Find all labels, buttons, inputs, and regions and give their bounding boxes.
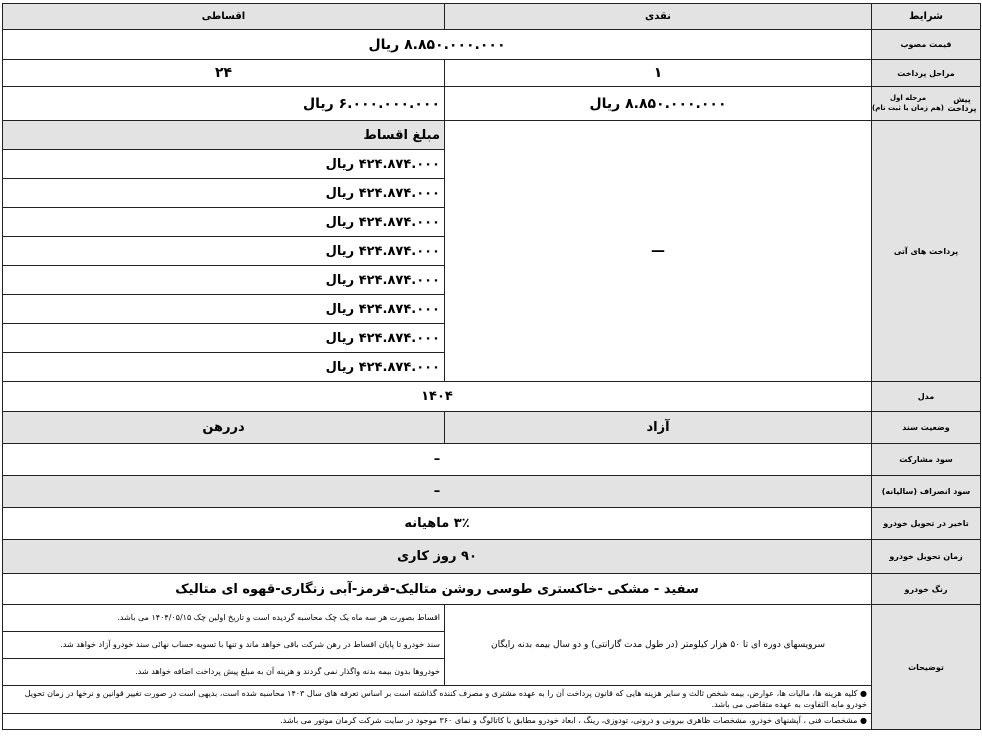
approved-price-label: قیمت مصوب <box>872 30 981 60</box>
installment-amount: ۴۲۴.۸۷۴.۰۰۰ ریال <box>3 208 445 237</box>
car-color-row <box>3 574 981 605</box>
participation-profit-row <box>3 444 981 476</box>
notes-label: توضیحات <box>872 605 981 730</box>
header-row <box>3 4 981 30</box>
general-note-row <box>3 714 981 730</box>
document-status-installment: دررهن <box>3 412 445 444</box>
payment-stages-row <box>3 60 981 87</box>
model-value: ۱۴۰۴ <box>3 382 872 412</box>
installment-amount: ۴۲۴.۸۷۴.۰۰۰ ریال <box>3 324 445 353</box>
prepayment-row <box>3 87 981 121</box>
delivery-time-value: ۹۰ روز کاری <box>3 540 872 574</box>
model-row <box>3 382 981 412</box>
general-note: ● کلیه هزینه ها، مالیات ها، عوارض، بیمه شخص ثالث و سایر هزینه هایی که قانون پرداخت آن را به عهده مشتری و مصرف کننده گذاشته است بر اساس تعرفه های سال ۱۴۰۳ محاسبه شده است، بدیهی است در صورت تغییر قوانین و نرخها در زمان تحویل خودرو مابه التفاوت به عهده متقاضی می باشد. <box>3 686 872 714</box>
future-payments-label: پرداخت های آتی <box>872 121 981 382</box>
header-cash: نقدی <box>445 4 872 30</box>
car-color-value: سفید - مشکی -خاکستری طوسی روشن متالیک-قرمز-آبی زنگاری-قهوه ای متالیک <box>3 574 872 605</box>
cancellation-profit-row <box>3 476 981 508</box>
header-installment: اقساطی <box>3 4 445 30</box>
installment-note: سند خودرو تا پایان اقساط در رهن شرکت باقی خواهد ماند و تنها با تسویه حساب نهائی سند خودرو آزاد خواهد شد. <box>3 632 445 659</box>
prepayment-stage-note: (هم زمان با ثبت نام) <box>872 103 944 112</box>
general-note: ● مشخصات فنی ، آپشنهای خودرو، مشخصات ظاهری بیرونی و درونی، تودوزی، رینگ ، ابعاد خودرو مطابق با کاتالوگ و نمای ۳۶۰ موجود در سایت شرکت کرمان موتور می باشد. <box>3 714 872 730</box>
installment-amount: ۴۲۴.۸۷۴.۰۰۰ ریال <box>3 266 445 295</box>
installment-amount: ۴۲۴.۸۷۴.۰۰۰ ریال <box>3 179 445 208</box>
installment-amount: ۴۲۴.۸۷۴.۰۰۰ ریال <box>3 295 445 324</box>
future-payments-header-row <box>3 121 981 150</box>
car-color-label: رنگ خودرو <box>872 574 981 605</box>
installment-amount: ۴۲۴.۸۷۴.۰۰۰ ریال <box>3 237 445 266</box>
prepayment-cash: ۸.۸۵۰.۰۰۰.۰۰۰ ریال <box>445 87 872 121</box>
prepayment-installment: ۶.۰۰۰.۰۰۰.۰۰۰ ریال <box>3 87 445 121</box>
installment-amount: ۴۲۴.۸۷۴.۰۰۰ ریال <box>3 150 445 179</box>
participation-profit-label: سود مشارکت <box>872 444 981 476</box>
payment-stages-label: مراحل پرداخت <box>872 60 981 87</box>
model-label: مدل <box>872 382 981 412</box>
delivery-time-row <box>3 540 981 574</box>
document-status-row <box>3 412 981 444</box>
installment-amount-header: مبلغ اقساط <box>3 121 445 150</box>
prepayment-stage-label: مرحله اول <box>889 93 927 102</box>
cancellation-profit-value: – <box>3 476 872 508</box>
delivery-delay-value: ۳٪ ماهیانه <box>3 508 872 540</box>
installment-note: خودروها بدون بیمه بدنه واگذار نمی گردند و هزینه آن به مبلغ پیش پرداخت اضافه خواهد شد. <box>3 659 445 686</box>
notes-row <box>3 605 981 632</box>
cancellation-profit-label: سود انصراف (سالیانه) <box>872 476 981 508</box>
document-status-label: وضعیت سند <box>872 412 981 444</box>
notes-cash: سرویسهای دوره ای تا ۵۰ هزار کیلومتر (در طول مدت گارانتی) و دو سال بیمه بدنه رایگان <box>445 605 872 686</box>
participation-profit-value: – <box>3 444 872 476</box>
delivery-time-label: زمان تحویل خودرو <box>872 540 981 574</box>
installment-note: اقساط بصورت هر سه ماه یک چک محاسبه گردیده است و تاریخ اولین چک ۱۴۰۴/۰۵/۱۵ می باشد. <box>3 605 445 632</box>
payment-stages-installment: ۲۴ <box>3 60 445 87</box>
approved-price-value: ۸.۸۵۰.۰۰۰.۰۰۰ ریال <box>3 30 872 60</box>
approved-price-row <box>3 30 981 60</box>
delivery-delay-label: تاخیر در تحویل خودرو <box>872 508 981 540</box>
document-status-cash: آزاد <box>445 412 872 444</box>
delivery-delay-row <box>3 508 981 540</box>
future-payments-cash: — <box>445 121 872 382</box>
prepayment-label-cell <box>872 87 981 121</box>
prepayment-label: پیش پرداخت <box>947 94 977 113</box>
header-conditions: شرایط <box>872 4 981 30</box>
payment-stages-cash: ۱ <box>445 60 872 87</box>
general-note-row <box>3 686 981 700</box>
sales-conditions-table <box>2 3 981 730</box>
installment-amount: ۴۲۴.۸۷۴.۰۰۰ ریال <box>3 353 445 382</box>
